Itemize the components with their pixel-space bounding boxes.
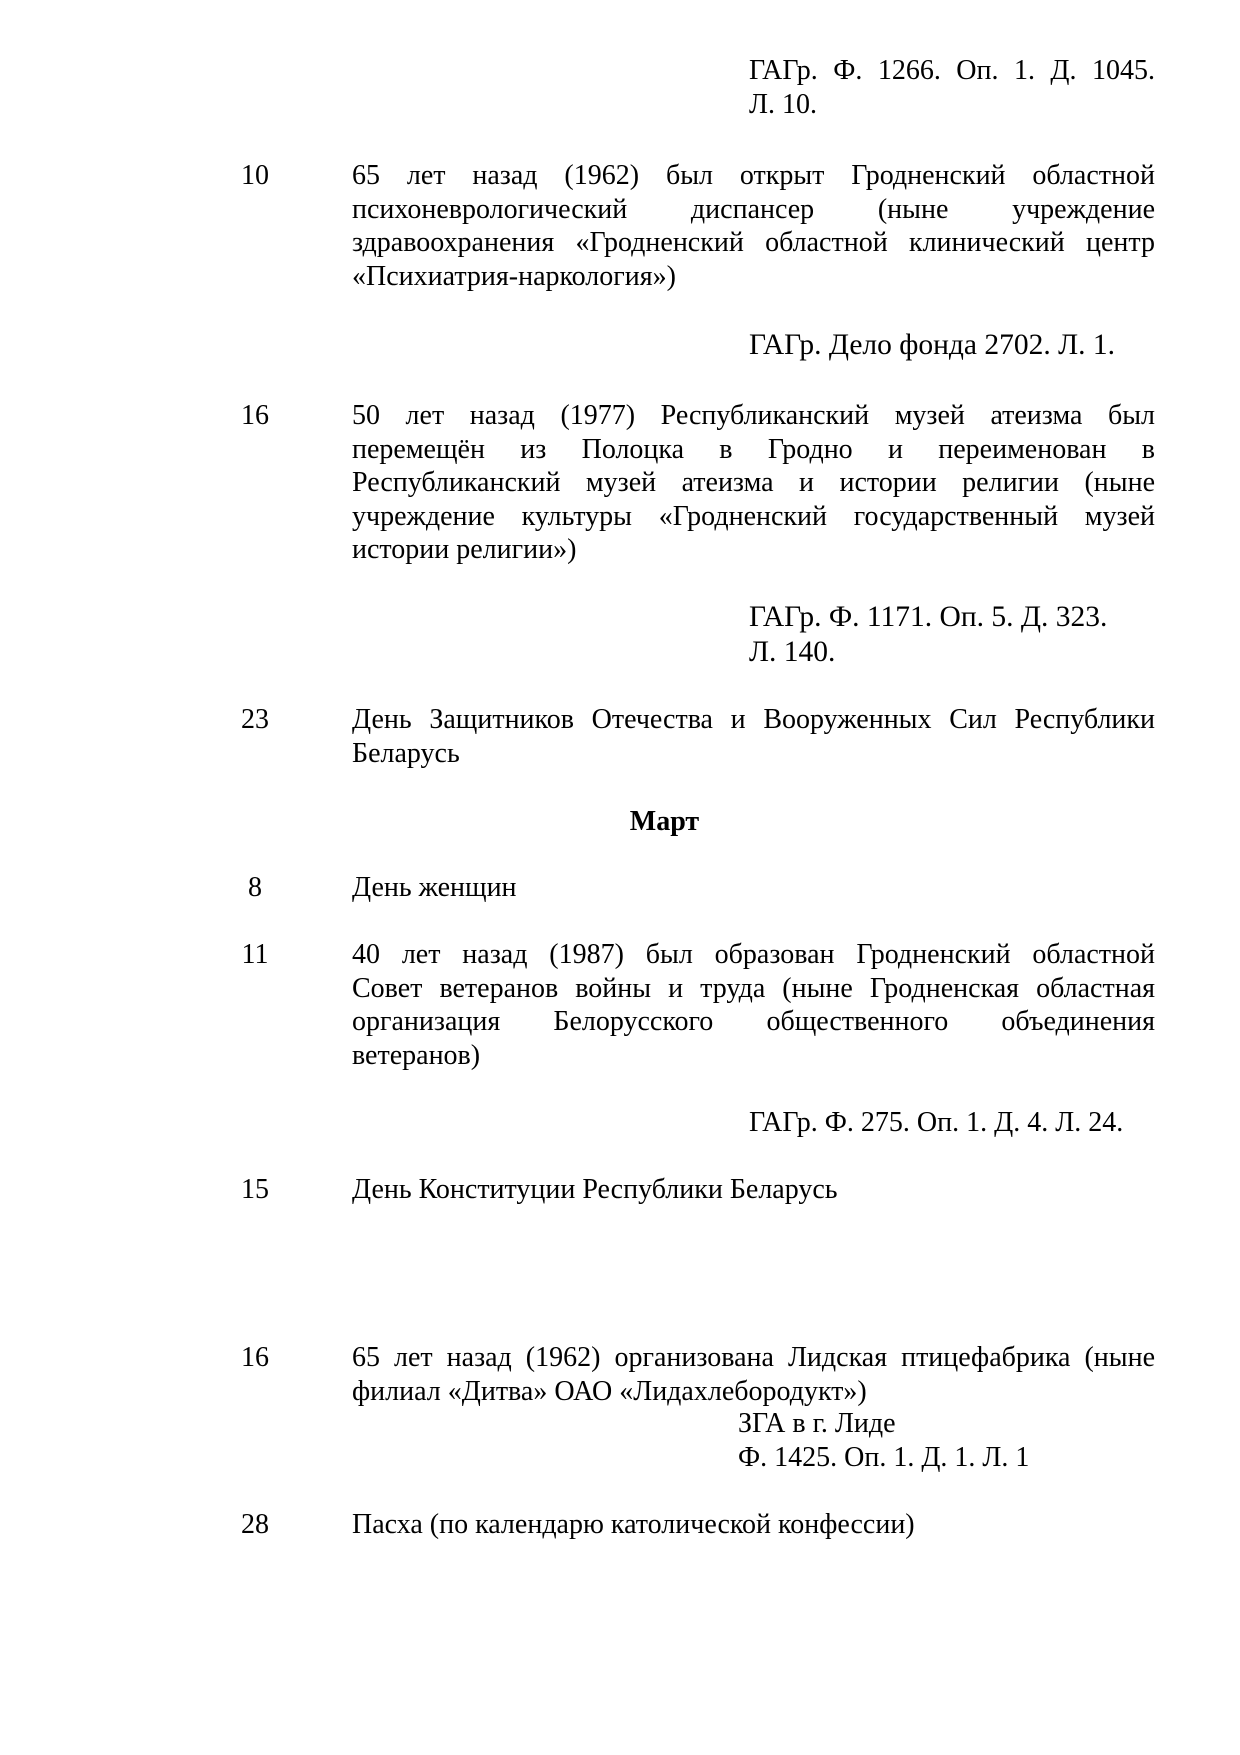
entry-text-line: День женщин	[352, 872, 517, 903]
month-heading: Март	[629, 806, 700, 837]
entry-text-line: учреждение культуры «Гродненский государственный музей	[352, 500, 1155, 532]
reference-line: Л. 140.	[749, 636, 836, 668]
entry-text-line: «Психиатрия-наркология»)	[352, 260, 676, 292]
entry-text	[352, 399, 1155, 567]
entry-text-line: здравоохранения «Гродненский областной клинический центр	[352, 227, 1155, 258]
entry-text-line: Республиканский музей атеизма и истории религии (ныне	[352, 467, 1155, 498]
entry-text-line: День Конституции Республики Беларусь	[352, 1174, 838, 1205]
entry-text-line: 50 лет назад (1977) Республиканский музей атеизма был	[352, 400, 1155, 431]
entry-text	[352, 703, 1155, 770]
entry-text	[352, 1508, 1155, 1542]
entry-day: 16	[241, 400, 269, 431]
archive-reference	[738, 1407, 1158, 1474]
entry-text-line: истории религии»)	[352, 534, 577, 565]
entry-day: 10	[241, 160, 269, 191]
entry-text-line: филиал «Дитва» ОАО «Лидахлебородукт»)	[352, 1375, 867, 1407]
entry-day: 23	[241, 704, 269, 735]
entry-text-line: перемещён из Полоцка в Гродно и переименован в	[352, 433, 1155, 465]
reference-line: ЗГА в г. Лиде	[738, 1408, 896, 1439]
entry-text	[352, 871, 1155, 905]
entry-text	[352, 938, 1155, 1072]
archive-reference	[749, 600, 1169, 670]
entry-day: 16	[241, 1342, 269, 1373]
entry-text-line: 40 лет назад (1987) был образован Гродненский областной	[352, 939, 1155, 970]
entry-day: 28	[241, 1509, 269, 1540]
archive-reference	[749, 54, 1169, 121]
entry-text-line: Беларусь	[352, 737, 460, 769]
entry-text-line: День Защитников Отечества и Вооруженных Сил Республики	[352, 704, 1155, 735]
archive-reference: ГАГр. Ф. 275. Оп. 1. Д. 4. Л. 24.	[749, 1107, 1124, 1138]
entry-text-line: ветеранов)	[352, 1039, 481, 1071]
entry-day: 15	[241, 1174, 269, 1205]
entry-text-line: психоневрологический диспансер (ныне учреждение	[352, 193, 1155, 225]
entry-text-line: 65 лет назад (1962) был открыт Гродненский областной	[352, 160, 1155, 191]
archive-reference: ГАГр. Дело фонда 2702. Л. 1.	[749, 329, 1116, 361]
entry-text-line: 65 лет назад (1962) организована Лидская птицефабрика (ныне	[352, 1342, 1155, 1373]
reference-line: ГАГр. Ф. 1171. Оп. 5. Д. 323.	[749, 601, 1108, 633]
entry-text-line: организация Белорусского общественного объединения	[352, 1006, 1155, 1037]
entry-text	[352, 1173, 1155, 1207]
reference-line: Ф. 1425. Оп. 1. Д. 1. Л. 1	[738, 1441, 1030, 1473]
entry-text-line: Пасха (по календарю католической конфессии)	[352, 1509, 915, 1540]
entry-day: 11	[241, 939, 269, 970]
entry-text	[352, 1341, 1155, 1408]
entry-day: 8	[248, 872, 262, 903]
reference-line: ГАГр. Ф. 1266. Оп. 1. Д. 1045.	[749, 55, 1155, 86]
reference-line: Л. 10.	[749, 88, 817, 120]
entry-text-line: Совет ветеранов войны и труда (ныне Гродненская областная	[352, 972, 1155, 1004]
entry-text	[352, 159, 1155, 293]
